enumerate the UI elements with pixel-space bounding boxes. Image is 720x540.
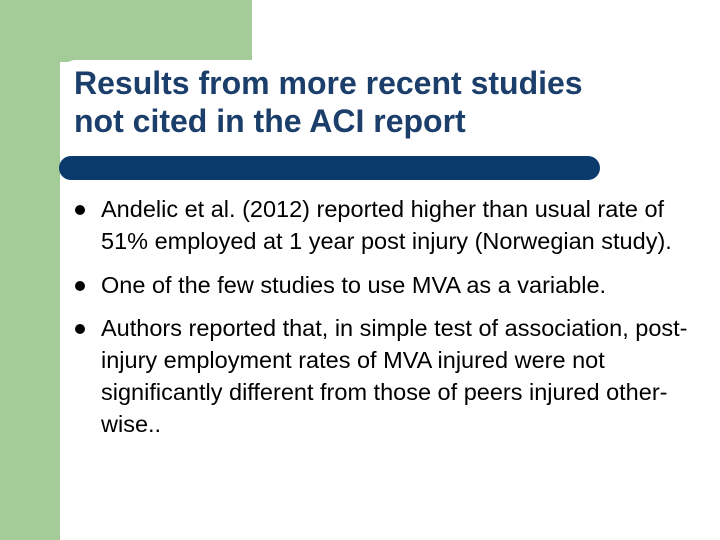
title-line-1: Results from more recent studies (74, 65, 583, 101)
bullet-text: One of the few studies to use MVA as a variable. (101, 272, 607, 298)
bullet-item (72, 193, 712, 257)
slide-title (74, 64, 694, 140)
bullet-dot-icon (75, 281, 85, 291)
bullet-dot-icon (75, 205, 85, 215)
green-side-band (0, 0, 60, 540)
title-divider-bar (59, 156, 600, 180)
bullet-item (72, 312, 712, 440)
bullet-dot-icon (75, 324, 85, 334)
green-top-band (0, 0, 252, 62)
bullet-item (72, 269, 712, 301)
title-line-2: not cited in the ACI report (74, 103, 466, 139)
bullet-text: Authors reported that, in simple test of association, post-injury employment rates of MVA injured were not significantly different from those of peers injured other-wise.. (101, 315, 688, 437)
bullet-list (72, 193, 712, 440)
bullet-text: Andelic et al. (2012) reported higher than usual rate of 51% employed at 1 year post injury (Norwegian study). (101, 196, 672, 254)
